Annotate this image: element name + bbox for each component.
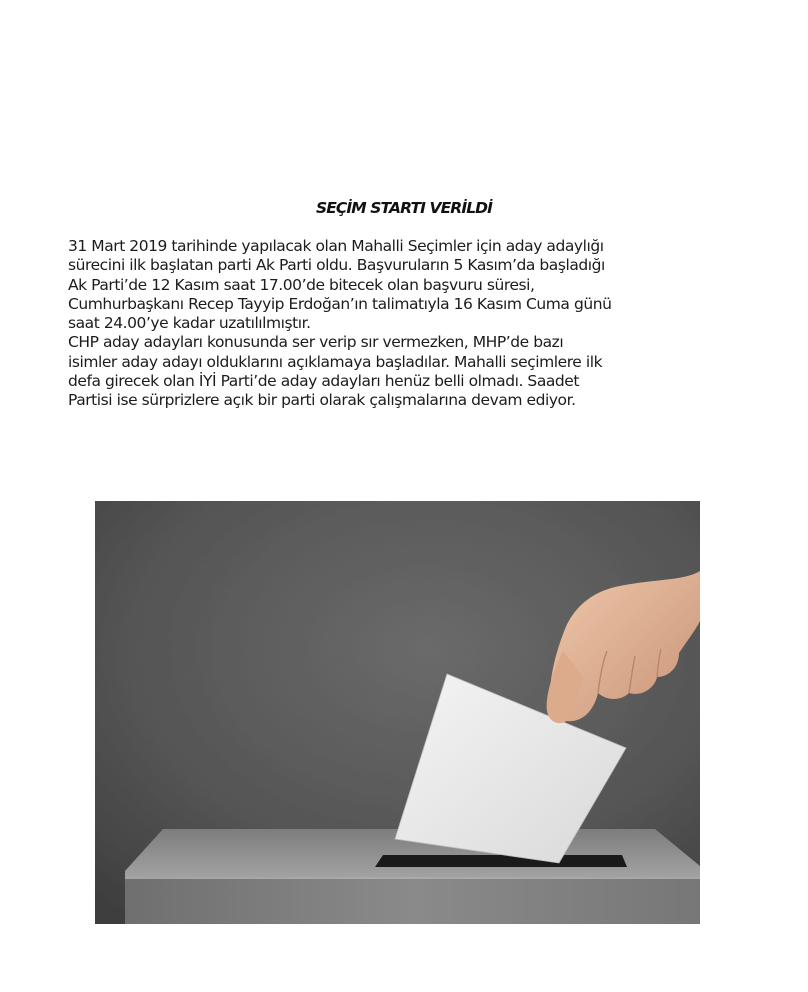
body-line: Cumhurbaşkanı Recep Tayyip Erdoğan’ın talimatıyla 16 Kasım Cuma günü: [68, 294, 612, 313]
ballot-box-photo: [95, 501, 700, 924]
body-line: sürecini ilk başlatan parti Ak Parti oldu. Başvuruların 5 Kasım’da başladığı: [68, 256, 605, 275]
ballot-slot: [375, 855, 627, 867]
body-line: Ak Parti’de 12 Kasım saat 17.00’de bitecek olan başvuru süresi,: [68, 275, 535, 294]
article-headline: SEÇİM STARTI VERİLDİ: [315, 199, 492, 217]
body-line: defa girecek olan İYİ Parti’de aday adayları henüz belli olmadı. Saadet: [68, 372, 580, 391]
body-line: 31 Mart 2019 tarihinde yapılacak olan Mahalli Seçimler için aday adaylığı: [68, 237, 604, 255]
body-line: CHP aday adayları konusunda ser verip sır vermezken, MHP’de bazı: [68, 333, 564, 352]
body-line: saat 24.00’ye kadar uzatılılmıştır.: [68, 314, 311, 333]
body-line: Partisi ise sürprizlere açık bir parti olarak çalışmalarına devam ediyor.: [68, 391, 576, 410]
ballot-box-front: [125, 877, 700, 924]
article-body: [68, 237, 758, 411]
body-line: isimler aday adayı olduklarını açıklamaya başladılar. Mahalli seçimlere ilk: [68, 352, 603, 371]
